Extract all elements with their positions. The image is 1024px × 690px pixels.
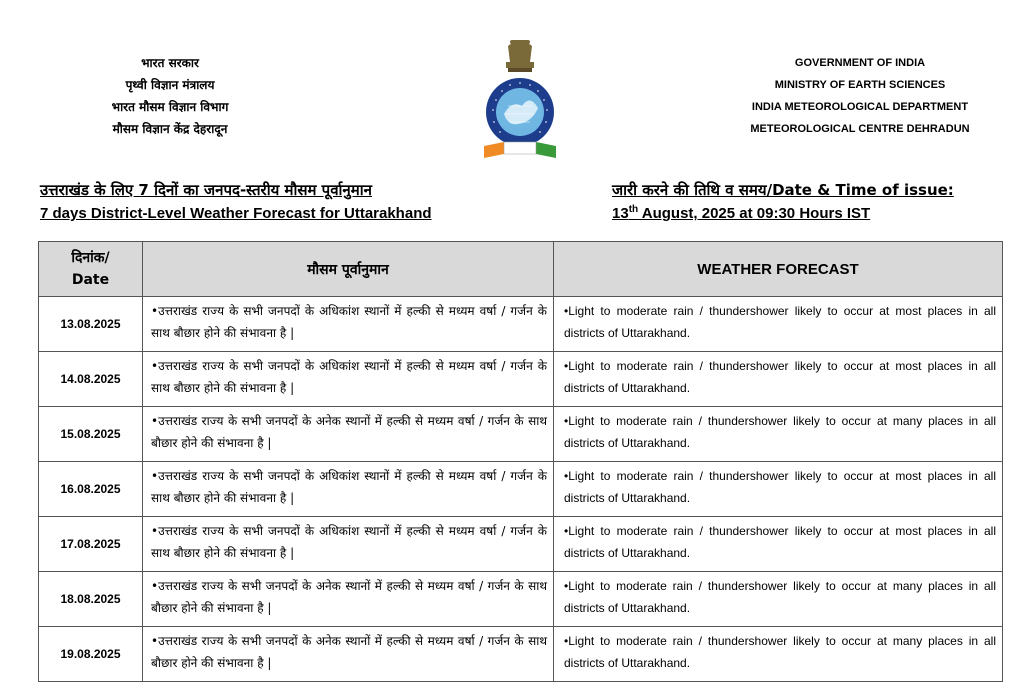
table-row (39, 572, 1003, 627)
table-row (39, 627, 1003, 682)
row-date: 19.08.2025 (39, 627, 143, 682)
table-row (39, 462, 1003, 517)
row-forecast-hi: •उत्तराखंड राज्य के सभी जनपदों के अनेक स्थानों में हल्की से मध्यम वर्षा / गर्जन के साथ बौछार होने की संभावना है | (143, 407, 554, 462)
english-line-ministry: MINISTRY OF EARTH SCIENCES (774, 79, 946, 91)
forecast-table (38, 241, 1003, 682)
header-date-hi: दिनांक/ (71, 250, 110, 266)
row-date: 14.08.2025 (39, 352, 143, 407)
header-date (39, 242, 143, 297)
imd-emblem-icon (470, 34, 570, 164)
issue-suffix: th (628, 204, 639, 215)
table-header-row (39, 242, 1003, 297)
header-english (720, 52, 1000, 140)
row-forecast-hi: •उत्तराखंड राज्य के सभी जनपदों के अधिकांश स्थानों में हल्की से मध्यम वर्षा / गर्जन के साथ बौछार होने की संभावना है | (143, 297, 554, 352)
english-line-department: INDIA METEOROLOGICAL DEPARTMENT (751, 101, 969, 113)
hindi-line-govt: भारत सरकार (141, 56, 199, 70)
issue-label: जारी करने की तिथि व समय/Date & Time of issue: (612, 181, 954, 199)
row-forecast-en: •Light to moderate rain / thundershower likely to occur at many places in all districts of Uttarakhand. (554, 572, 1003, 627)
row-date: 18.08.2025 (39, 572, 143, 627)
issue-rest: August, 2025 at 09:30 Hours IST (638, 205, 871, 222)
row-date: 13.08.2025 (39, 297, 143, 352)
ribbon-green (536, 142, 556, 158)
issue-datetime (612, 202, 954, 226)
table-row (39, 352, 1003, 407)
issue-time (612, 178, 954, 226)
row-forecast-hi: •उत्तराखंड राज्य के सभी जनपदों के अनेक स्थानों में हल्की से मध्यम वर्षा / गर्जन के साथ बौछार होने की संभावना है | (143, 572, 554, 627)
row-forecast-hi: •उत्तराखंड राज्य के सभी जनपदों के अधिकांश स्थानों में हल्की से मध्यम वर्षा / गर्जन के साथ बौछार होने की संभावना है | (143, 352, 554, 407)
title-english: 7 days District-Level Weather Forecast for Uttarakhand (40, 205, 432, 222)
row-forecast-en: •Light to moderate rain / thundershower likely to occur at most places in all districts of Uttarakhand. (554, 462, 1003, 517)
ribbon-saffron (484, 142, 504, 158)
hindi-line-ministry: पृथ्वी विज्ञान मंत्रालय (125, 78, 215, 92)
header-forecast-hi: मौसम पूर्वानुमान (143, 242, 554, 297)
row-date: 16.08.2025 (39, 462, 143, 517)
row-forecast-en: •Light to moderate rain / thundershower likely to occur at many places in all districts of Uttarakhand. (554, 627, 1003, 682)
header-date-en: Date (71, 272, 110, 288)
row-forecast-hi: •उत्तराखंड राज्य के सभी जनपदों के अधिकांश स्थानों में हल्की से मध्यम वर्षा / गर्जन के साथ बौछार होने की संभावना है | (143, 462, 554, 517)
issue-day: 13 (612, 205, 629, 222)
header-forecast-en: WEATHER FORECAST (554, 242, 1003, 297)
row-forecast-en: •Light to moderate rain / thundershower likely to occur at most places in all districts of Uttarakhand. (554, 517, 1003, 572)
row-forecast-en: •Light to moderate rain / thundershower likely to occur at most places in all districts of Uttarakhand. (554, 352, 1003, 407)
row-forecast-hi: •उत्तराखंड राज्य के सभी जनपदों के अधिकांश स्थानों में हल्की से मध्यम वर्षा / गर्जन के साथ बौछार होने की संभावना है | (143, 517, 554, 572)
table-row (39, 407, 1003, 462)
title-hindi: उत्तराखंड के लिए 7 दिनों का जनपद-स्तरीय मौसम पूर्वानुमान (40, 181, 372, 199)
hindi-line-centre: मौसम विज्ञान केंद्र देहरादून (112, 122, 228, 136)
row-forecast-en: •Light to moderate rain / thundershower likely to occur at most places in all districts of Uttarakhand. (554, 297, 1003, 352)
hindi-line-department: भारत मौसम विज्ञान विभाग (111, 100, 229, 114)
header-hindi (70, 52, 270, 140)
row-forecast-hi: •उत्तराखंड राज्य के सभी जनपदों के अनेक स्थानों में हल्की से मध्यम वर्षा / गर्जन के साथ बौछार होने की संभावना है | (143, 627, 554, 682)
table-row (39, 297, 1003, 352)
english-line-centre: METEOROLOGICAL CENTRE DEHRADUN (750, 123, 970, 135)
row-forecast-en: •Light to moderate rain / thundershower likely to occur at many places in all districts of Uttarakhand. (554, 407, 1003, 462)
english-line-govt: GOVERNMENT OF INDIA (794, 57, 926, 69)
row-date: 15.08.2025 (39, 407, 143, 462)
table-row (39, 517, 1003, 572)
forecast-title (40, 178, 432, 226)
row-date: 17.08.2025 (39, 517, 143, 572)
ashoka-lions-icon (506, 40, 534, 72)
